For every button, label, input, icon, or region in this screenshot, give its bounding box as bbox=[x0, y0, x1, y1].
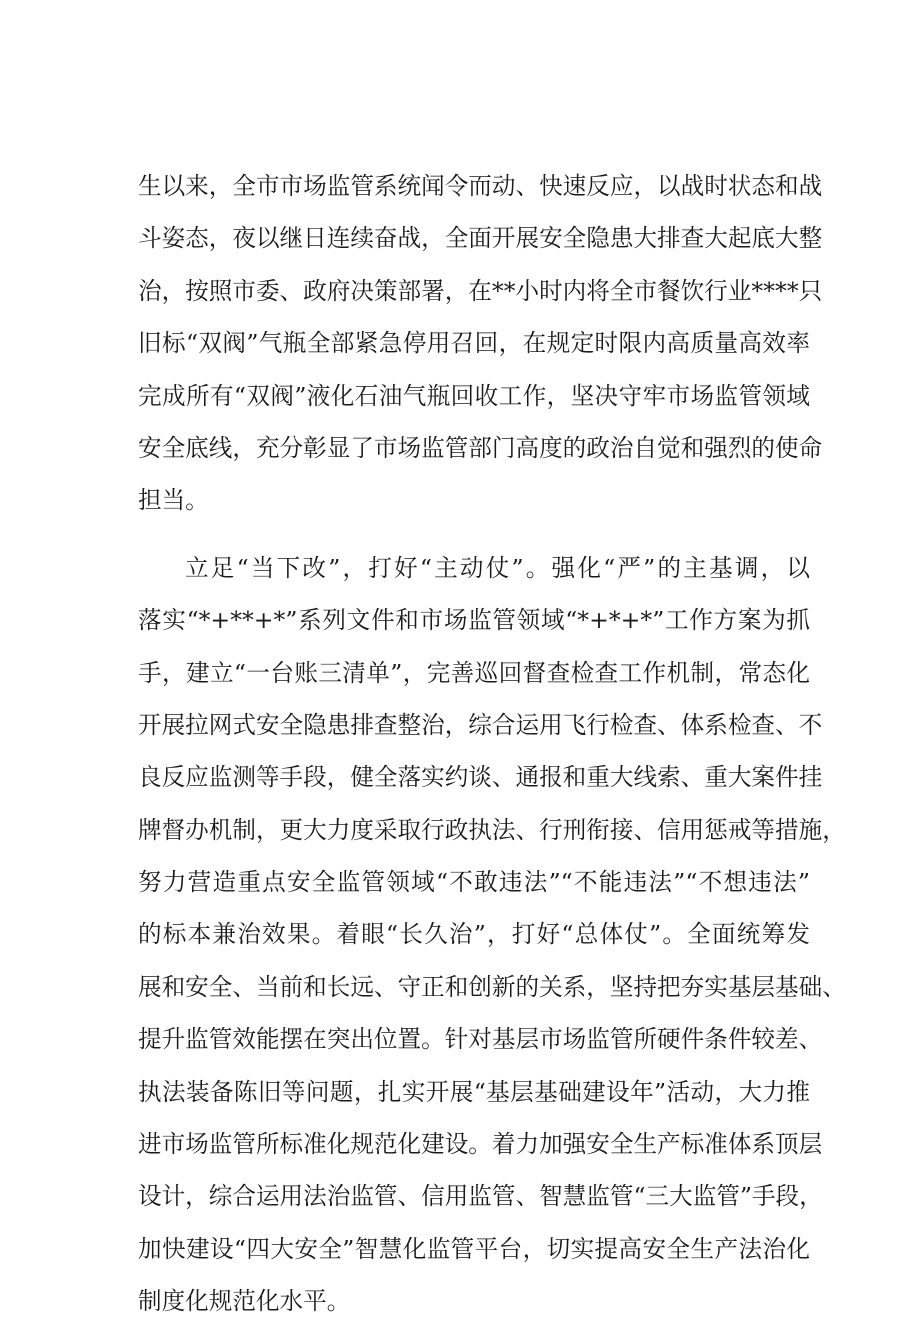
text-line: 良反应监测等手段，健全落实约谈、通报和重大线索、重大案件挂 bbox=[138, 763, 823, 792]
text-line: 手，建立“一台账三清单”，完善巡回督查检查工作机制，常态化 bbox=[138, 658, 810, 687]
paragraph-2 bbox=[138, 542, 846, 1328]
text-line: 担当。 bbox=[138, 486, 209, 515]
text-line: 制度化规范化水平。 bbox=[138, 1287, 351, 1316]
text-line: 牌督办机制，更大力度采取行政执法、行刑衔接、信用惩戒等措施， bbox=[138, 815, 846, 844]
text-line: 加快建设“四大安全”智慧化监管平台，切实提高安全生产法治化 bbox=[138, 1234, 810, 1263]
text-line: 提升监管效能摆在突出位置。针对基层市场监管所硬件条件较差、 bbox=[138, 1025, 823, 1054]
document-body bbox=[138, 160, 846, 1328]
text-line: 努力营造重点安全监管领域“不敢违法”“不能违法”“不想违法” bbox=[138, 868, 810, 897]
text-line: 生以来，全市市场监管系统闻令而动、快速反应，以战时状态和战 bbox=[138, 172, 823, 200]
text-line: 立足“当下改”，打好“主动仗”。强化“严”的主基调，以 bbox=[185, 553, 810, 582]
text-line: 旧标“双阀”气瓶全部紧急停用召回，在规定时限内高质量高效率 bbox=[138, 329, 810, 358]
text-line: 落实“*+**+*”系列文件和市场监管领域“*+*+*”工作方案为抓 bbox=[138, 606, 810, 635]
text-line: 完成所有“双阀”液化石油气瓶回收工作，坚决守牢市场监管领域 bbox=[138, 381, 810, 410]
text-line: 的标本兼治效果。着眼“长久治”，打好“总体仗”。全面统筹发 bbox=[138, 920, 810, 949]
text-line: 治，按照市委、政府决策部署，在**小时内将全市餐饮行业****只 bbox=[138, 276, 823, 305]
paragraph-spacer bbox=[138, 527, 810, 542]
text-line: 安全底线，充分彰显了市场监管部门高度的政治自觉和强烈的使命 bbox=[138, 433, 823, 462]
text-line: 执法装备陈旧等问题，扎实开展“基层基础建设年”活动，大力推 bbox=[138, 1077, 810, 1106]
paragraph-1 bbox=[138, 160, 823, 527]
text-line: 设计，综合运用法治监管、信用监管、智慧监管“三大监管”手段， bbox=[138, 1182, 823, 1211]
text-line: 开展拉网式安全隐患排查整治，综合运用飞行检查、体系检查、不 bbox=[138, 710, 823, 739]
text-line: 进市场监管所标准化规范化建设。着力加强安全生产标准体系顶层 bbox=[138, 1130, 823, 1159]
text-line: 斗姿态，夜以继日连续奋战，全面开展安全隐患大排查大起底大整 bbox=[138, 224, 823, 253]
text-line: 展和安全、当前和长远、守正和创新的关系，坚持把夯实基层基础、 bbox=[138, 972, 846, 1001]
